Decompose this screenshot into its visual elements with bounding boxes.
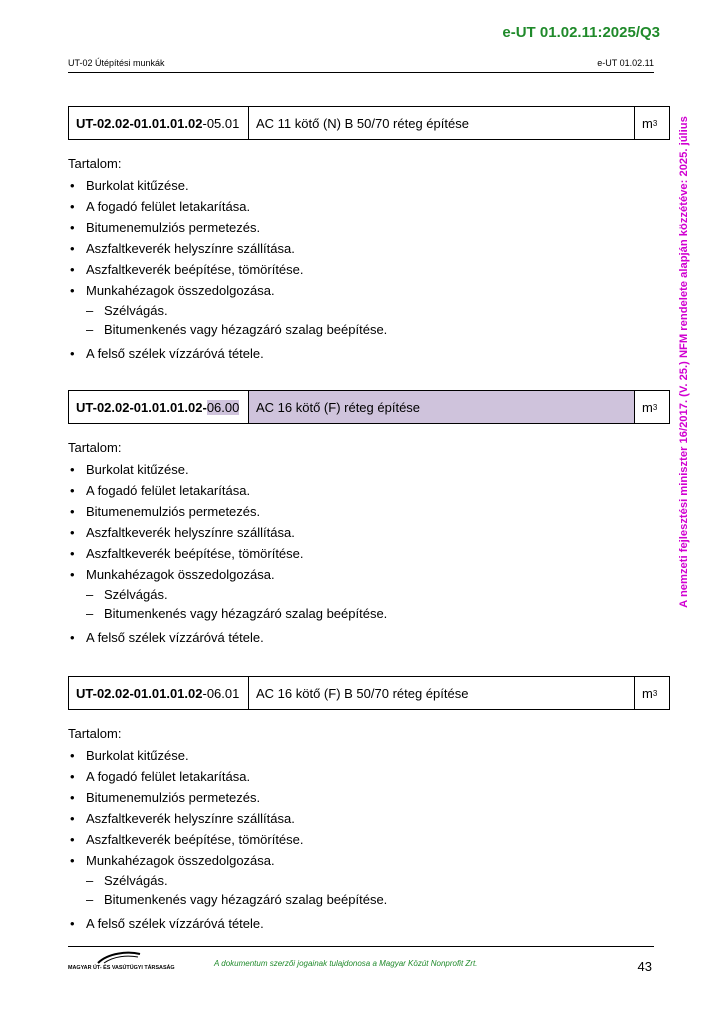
list-item [68, 850, 670, 871]
list-item [68, 217, 670, 238]
item-code-prefix: UT-02.02-01.01.01.02 [76, 685, 203, 701]
dash-icon: – [86, 892, 94, 907]
list-item [68, 175, 670, 196]
bullet-icon: • [70, 220, 75, 235]
item-unit [635, 677, 669, 709]
item-code [69, 677, 249, 709]
list-item [68, 829, 670, 850]
item-code-prefix: UT-02.02-01.01.01.02 [76, 115, 203, 131]
bullet-icon: • [70, 483, 75, 498]
dash-icon: – [86, 587, 94, 602]
item-table [68, 106, 670, 140]
road-curve-logo-icon [68, 951, 178, 975]
bullet-icon: • [70, 262, 75, 277]
sub-item-text: Bitumenkenés vagy hézagzáró szalag beépítése. [104, 606, 388, 621]
content-label: Tartalom: [68, 440, 122, 455]
content-list-end [68, 343, 670, 364]
list-item-text: Bitumenemulziós permetezés. [86, 504, 261, 519]
list-item [68, 280, 670, 301]
list-item [68, 259, 670, 280]
bullet-icon: • [70, 811, 75, 826]
sub-item [68, 890, 670, 909]
list-item [68, 745, 670, 766]
bullet-icon: • [70, 346, 75, 361]
running-header [68, 58, 654, 73]
list-item [68, 196, 670, 217]
list-item-text: Aszfaltkeverék beépítése, tömörítése. [86, 546, 304, 561]
bullet-icon: • [70, 241, 75, 256]
sub-item [68, 301, 670, 320]
sub-item-text: Szélvágás. [104, 587, 168, 602]
bullet-icon: • [70, 462, 75, 477]
list-item [68, 808, 670, 829]
unit-exponent: 3 [652, 688, 658, 698]
dash-icon: – [86, 606, 94, 621]
header-doc-id: e-UT 01.02.11 [597, 58, 654, 68]
content-list [68, 175, 670, 301]
sub-item [68, 585, 670, 604]
list-item-text: Aszfaltkeverék helyszínre szállítása. [86, 241, 295, 256]
item-code-suffix-highlighted: 06.00 [206, 399, 240, 415]
list-item [68, 766, 670, 787]
unit-base: m [642, 399, 653, 415]
list-item [68, 343, 670, 364]
list-item-text: Bitumenemulziós permetezés. [86, 790, 261, 805]
logo-text: MAGYAR ÚT- ÉS VASÚTÜGYI TÁRSASÁG [68, 965, 175, 971]
unit-exponent: 3 [652, 402, 658, 412]
item-code [69, 391, 249, 423]
bullet-icon: • [70, 769, 75, 784]
list-item-text: A felső szélek vízzáróvá tétele. [86, 916, 264, 931]
list-item-text: Aszfaltkeverék beépítése, tömörítése. [86, 262, 304, 277]
content-list [68, 459, 670, 585]
item-unit [635, 391, 669, 423]
content-list-end [68, 913, 670, 934]
list-item-text: Burkolat kitűzése. [86, 178, 189, 193]
list-item-text: A felső szélek vízzáróvá tétele. [86, 346, 264, 361]
bullet-icon: • [70, 178, 75, 193]
bullet-icon: • [70, 199, 75, 214]
bullet-icon: • [70, 567, 75, 582]
bullet-icon: • [70, 504, 75, 519]
item-table [68, 390, 670, 424]
item-section-06-01 [68, 676, 670, 934]
list-item-text: A felső szélek vízzáróvá tétele. [86, 630, 264, 645]
list-item-text: Aszfaltkeverék beépítése, tömörítése. [86, 832, 304, 847]
bullet-icon: • [70, 283, 75, 298]
content-label: Tartalom: [68, 726, 122, 741]
document-code: e-UT 01.02.11:2025/Q3 [502, 24, 660, 41]
sub-item-text: Szélvágás. [104, 303, 168, 318]
sub-item [68, 871, 670, 890]
unit-base: m [642, 115, 653, 131]
item-code-suffix: -06.01 [202, 685, 240, 701]
page-footer [68, 946, 654, 977]
bullet-icon: • [70, 748, 75, 763]
list-item [68, 627, 670, 648]
item-name-highlighted: AC 16 kötő (F) réteg építése [249, 391, 635, 423]
list-item-text: Aszfaltkeverék helyszínre szállítása. [86, 525, 295, 540]
item-code-suffix: -05.01 [202, 115, 240, 131]
list-item [68, 543, 670, 564]
sub-item [68, 604, 670, 623]
content-list [68, 745, 670, 871]
list-item-text: Bitumenemulziós permetezés. [86, 220, 261, 235]
list-item [68, 564, 670, 585]
side-note-text: A nemzeti fejlesztési miniszter 16/2017. (V. 25.) NFM rendelete alapján közzétéve: 2025. július [678, 116, 690, 608]
list-item [68, 522, 670, 543]
item-name: AC 11 kötő (N) B 50/70 réteg építése [249, 107, 635, 139]
list-item-text: Burkolat kitűzése. [86, 748, 189, 763]
bullet-icon: • [70, 546, 75, 561]
bullet-icon: • [70, 525, 75, 540]
item-table [68, 676, 670, 710]
unit-exponent: 3 [652, 118, 658, 128]
page-number: 43 [637, 959, 652, 974]
list-item-text: A fogadó felület letakarítása. [86, 199, 251, 214]
bullet-icon: • [70, 916, 75, 931]
bullet-icon: • [70, 853, 75, 868]
list-item [68, 459, 670, 480]
sub-item [68, 320, 670, 339]
list-item [68, 480, 670, 501]
side-publication-note [672, 92, 696, 632]
bullet-icon: • [70, 630, 75, 645]
header-chapter: UT-02 Útépítési munkák [68, 58, 165, 68]
bullet-icon: • [70, 790, 75, 805]
dash-icon: – [86, 322, 94, 337]
list-item [68, 913, 670, 934]
list-item-text: Munkahézagok összedolgozása. [86, 853, 275, 868]
list-item-text: A fogadó felület letakarítása. [86, 483, 251, 498]
list-item-text: Aszfaltkeverék helyszínre szállítása. [86, 811, 295, 826]
item-code-prefix: UT-02.02-01.01.01.02- [76, 399, 207, 415]
list-item-text: Munkahézagok összedolgozása. [86, 567, 275, 582]
list-item-text: Munkahézagok összedolgozása. [86, 283, 275, 298]
sub-item-text: Bitumenkenés vagy hézagzáró szalag beépítése. [104, 892, 388, 907]
dash-icon: – [86, 303, 94, 318]
list-item [68, 787, 670, 808]
item-name: AC 16 kötő (F) B 50/70 réteg építése [249, 677, 635, 709]
list-item [68, 238, 670, 259]
unit-base: m [642, 685, 653, 701]
list-item-text: A fogadó felület letakarítása. [86, 769, 251, 784]
item-code [69, 107, 249, 139]
item-section-05-01 [68, 106, 670, 364]
content-label: Tartalom: [68, 156, 122, 171]
sub-item-text: Bitumenkenés vagy hézagzáró szalag beépítése. [104, 322, 388, 337]
bullet-icon: • [70, 832, 75, 847]
list-item-text: Burkolat kitűzése. [86, 462, 189, 477]
item-section-06-00 [68, 390, 670, 648]
sub-item-text: Szélvágás. [104, 873, 168, 888]
item-unit [635, 107, 669, 139]
dash-icon: – [86, 873, 94, 888]
content-list-end [68, 627, 670, 648]
copyright-note: A dokumentum szerzői jogainak tulajdonosa a Magyar Közút Nonprofit Zrt. [214, 959, 478, 968]
list-item [68, 501, 670, 522]
